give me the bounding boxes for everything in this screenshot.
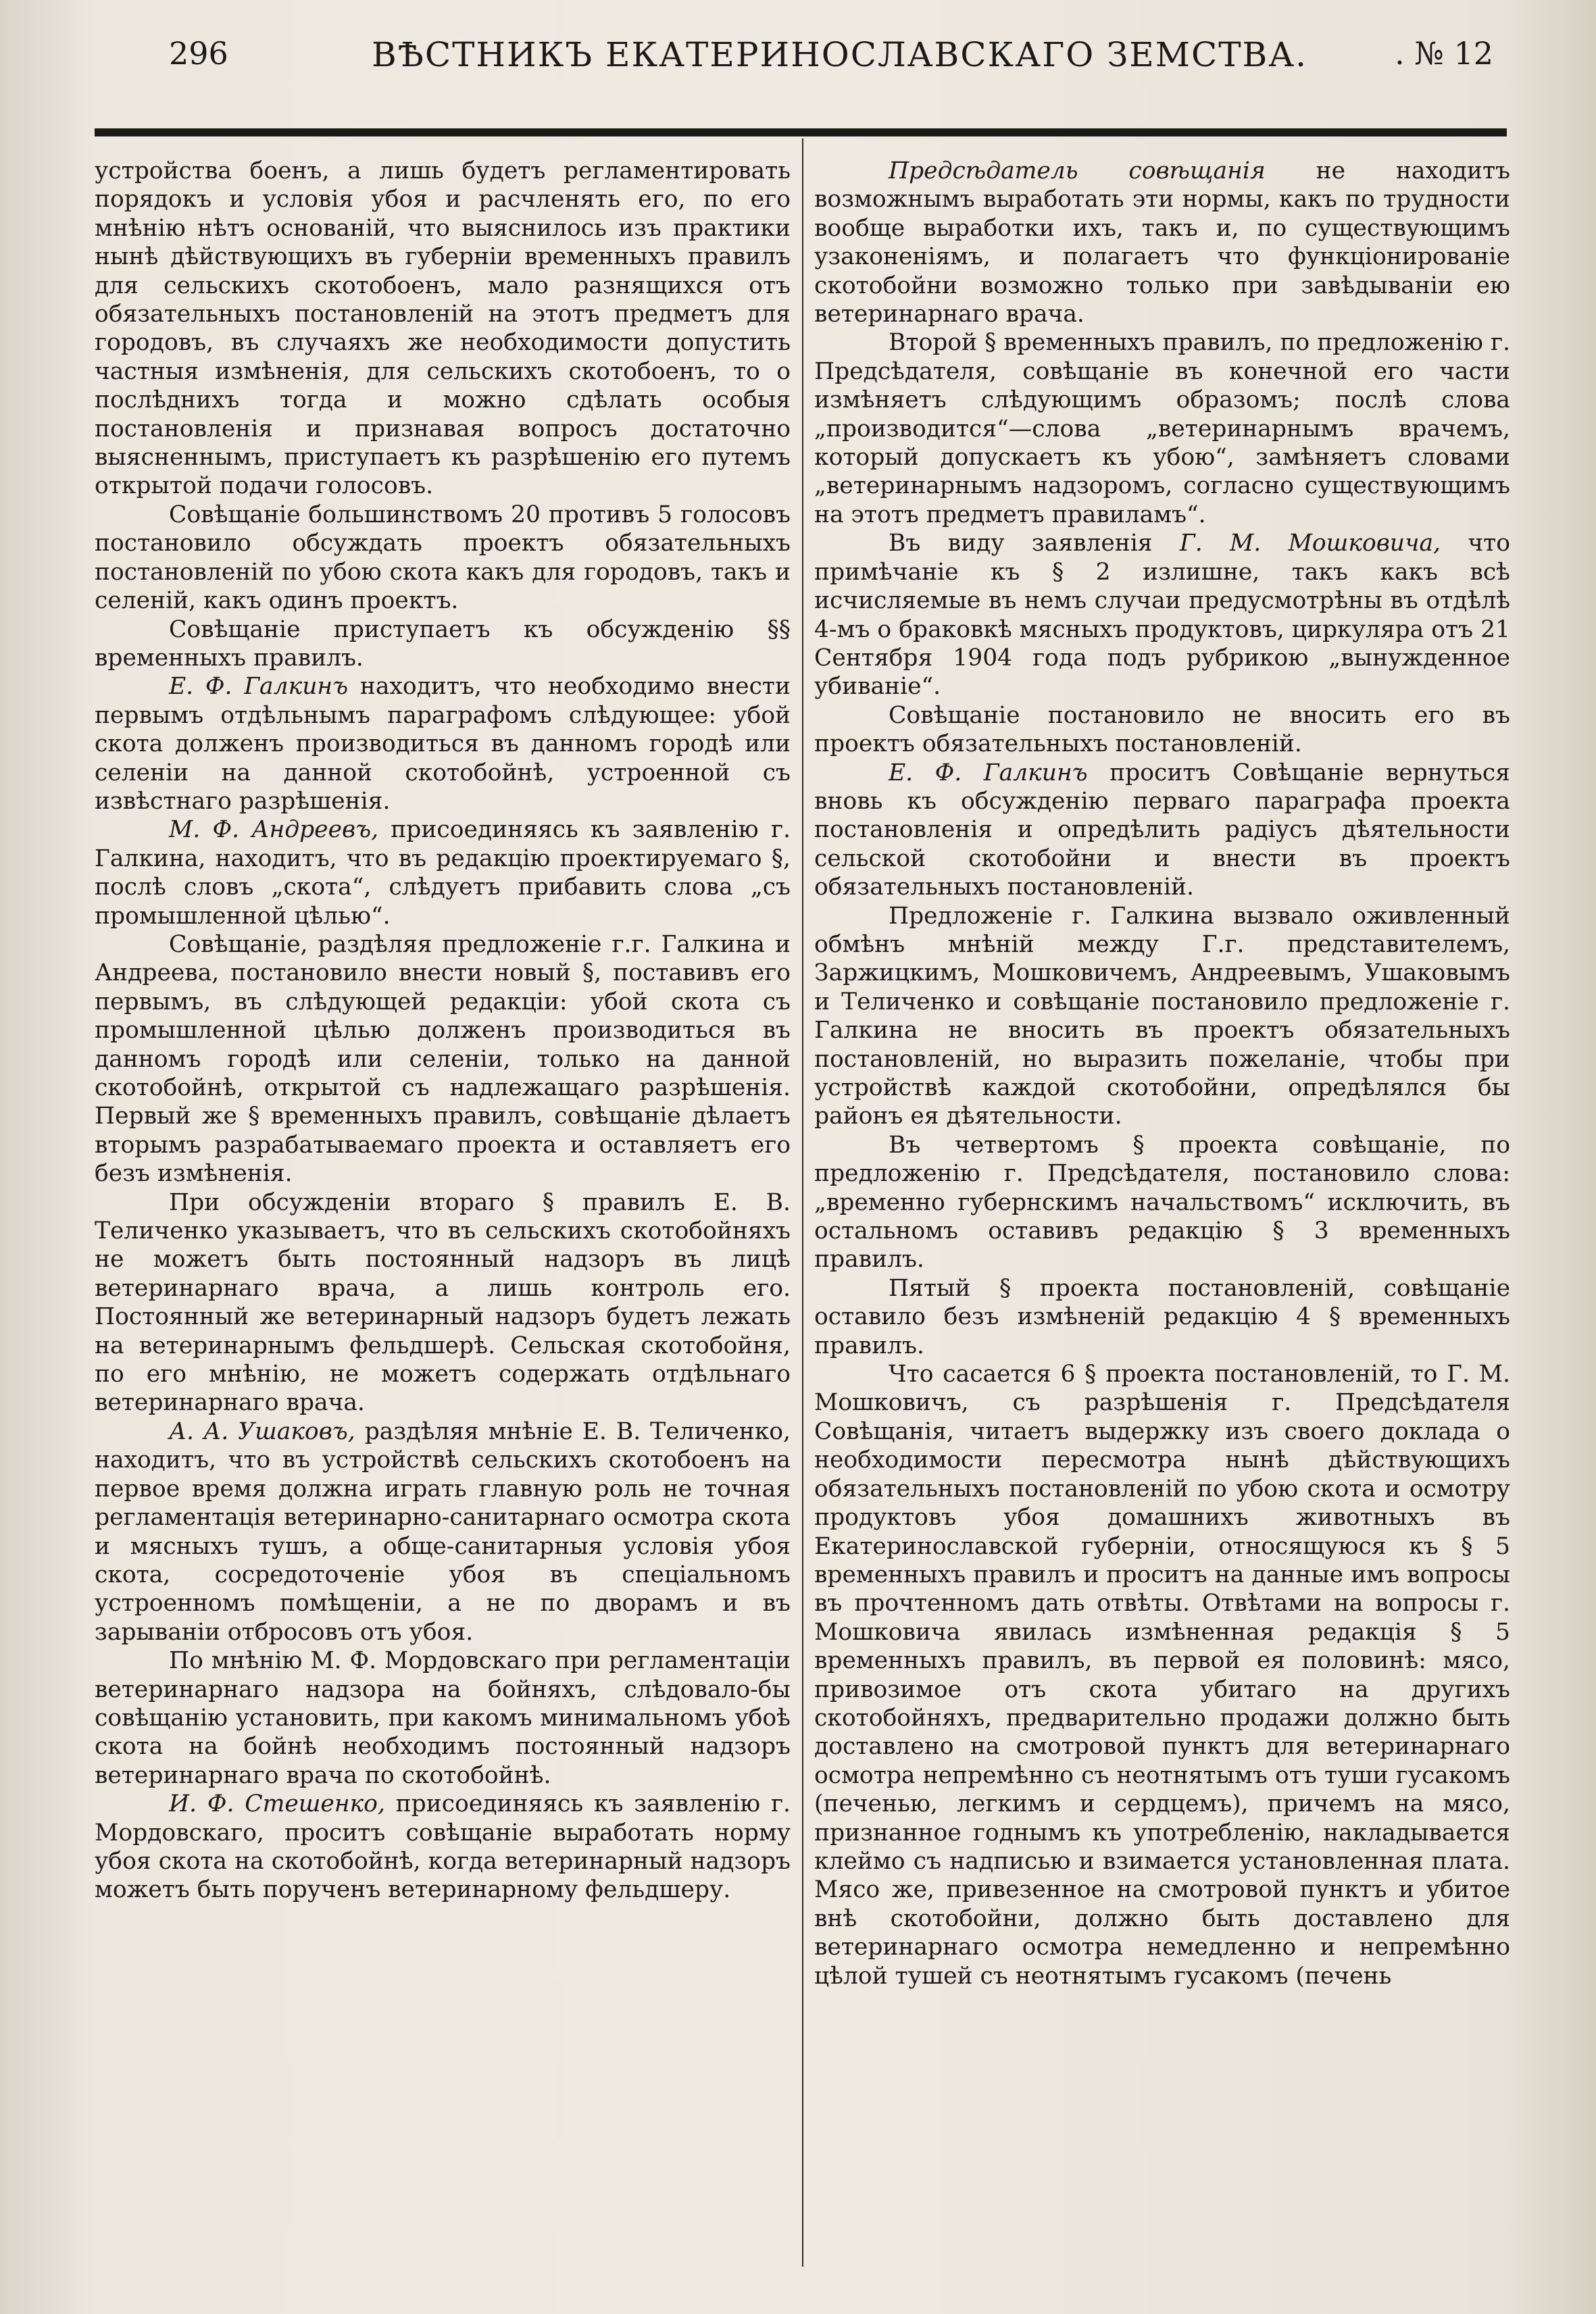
column-divider: [802, 139, 803, 2267]
paragraph: устройства боенъ, а лишь будетъ регламентировать порядокъ и условія убоя и расчленять его, по его мнѣнію нѣтъ основаній, что выяснилось изъ практики нынѣ дѣйствующихъ въ губерніи временныхъ правилъ для сельскихъ скотобоенъ, мало разнящихся отъ обязательныхъ постановленій на этотъ предметъ для городовъ, въ случаяхъ же необходимости допустить частныя измѣненія, для сельскихъ скотобоенъ, то о послѣднихъ тогда и можно сдѣлать особыя постановленія и признавая вопросъ достаточно выясненнымъ, приступаетъ къ разрѣшенію его путемъ открытой подачи голосовъ.: [95, 157, 791, 500]
speaker-name: Предсѣдатель совѣщанія: [889, 157, 1266, 184]
left-column: [95, 157, 791, 2278]
right-column: [814, 157, 1510, 2278]
page-number: 296: [169, 35, 228, 72]
paragraph: Что сасается 6 § проекта постановленій, то Г. М. Мошковичъ, съ разрѣшенія г. Предсѣдателя Совѣщанія, читаетъ выдержку изъ своего доклада о необходимости пересмотра нынѣ дѣйствующихъ обязательныхъ постановленій по убою скота и осмотру продуктовъ убоя домашнихъ животныхъ въ Екатеринославской губерніи, относящуюся къ § 5 временныхъ правилъ и проситъ на данные имъ вопросы въ прочтенномъ дать отвѣты. Отвѣтами на вопросы г. Мошковича явилась измѣненная редакція § 5 временныхъ правилъ, въ первой ея половинѣ: мясо, привозимое отъ скота убитаго на другихъ скотобойняхъ, предварительно продажи должно быть доставлено на смотровой пунктъ для ветеринарнаго осмотра непремѣнно съ неотнятымъ отъ туши гусакомъ (печенью, легкимъ и сердцемъ), причемъ на мясо, признанное годнымъ къ употребленію, накладывается клеймо съ надписью и взимается установленная плата. Мясо же, привезенное на смотровой пунктъ и убитое внѣ скотобойни, должно быть доставлено для ветеринарнаго осмотра немедленно и непремѣнно цѣлой тушей съ неотнятымъ гусакомъ (печень: [814, 1361, 1510, 1990]
speaker-name: Е. Ф. Галкинъ: [169, 673, 349, 701]
paragraph: По мнѣнію М. Ф. Мордовскаго при регламентаціи ветеринарнаго надзора на бойняхъ, слѣдовало-бы совѣщанію установить, при какомъ минимальномъ убоѣ скота на бойнѣ необходимъ постоянный надзоръ ветеринарнаго врача по скотобойнѣ.: [95, 1647, 791, 1789]
paragraph: Совѣщаніе большинствомъ 20 противъ 5 голосовъ постановило обсуждать проектъ обязательныхъ постановленій по убою скота какъ для городовъ, такъ и селеній, какъ одинъ проектъ.: [95, 501, 791, 615]
paragraph: Предложеніе г. Галкина вызвало оживленный обмѣнъ мнѣній между Г.г. представителемъ, Заржицкимъ, Мошковичемъ, Андреевымъ, Ушаковымъ и Теличенко и совѣщаніе постановило предложеніе г. Галкина не вносить въ проектъ обязательныхъ постановленій, но выразить пожеланіе, чтобы при устройствѣ каждой скотобойни, опредѣлялся бы районъ ея дѣятельности.: [814, 902, 1510, 1130]
speaker-name: И. Ф. Стешенко,: [169, 1790, 385, 1818]
paragraph: М. Ф. Андреевъ, присоединяясь къ заявленію г. Галкина, находитъ, что въ редакцію проектируемаго §, послѣ словъ „скота“, слѣдуетъ прибавить слова „съ промышленной цѣлью“.: [95, 816, 791, 930]
paragraph: Второй § временныхъ правилъ, по предложенію г. Предсѣдателя, совѣщаніе въ конечной его части измѣняетъ слѣдующимъ образомъ; послѣ слова „производится“—слова „ветеринарнымъ врачемъ, который допускаетъ къ убою“, замѣняетъ словами „ветеринарнымъ надзоромъ, согласно существующимъ на этотъ предметъ правиламъ“.: [814, 329, 1510, 528]
speaker-name: Е. Ф. Галкинъ: [889, 759, 1088, 786]
paragraph: Е. Ф. Галкинъ находитъ, что необходимо внести первымъ отдѣльнымъ параграфомъ слѣдующее: убой скота долженъ производиться въ данномъ городѣ или селеніи на данной скотобойнѣ, устроенной съ извѣстнаго разрѣшенія.: [95, 673, 791, 815]
page-header: [88, 27, 1507, 95]
issue-number: . № 12: [1395, 35, 1493, 72]
speaker-name: Г. М. Мошковича,: [1179, 530, 1441, 557]
paragraph: Е. Ф. Галкинъ проситъ Совѣщаніе вернуться вновь къ обсужденію перваго параграфа проекта постановленія и опредѣлить радіусъ дѣятельности сельской скотобойни и внести въ проектъ обязательныхъ постановленій.: [814, 759, 1510, 901]
paragraph: Въ четвертомъ § проекта совѣщаніе, по предложенію г. Предсѣдателя, постановило слова: „временно губернскимъ начальствомъ“ исключить, въ остальномъ оставивъ редакцію § 3 временныхъ правилъ.: [814, 1131, 1510, 1274]
paragraph: А. А. Ушаковъ, раздѣляя мнѣніе Е. В. Теличенко, находитъ, что въ устройствѣ сельскихъ скотобоенъ на первое время должна играть главную роль не точная регламентація ветеринарно-санитарнаго осмотра скота и мясныхъ тушъ, а обще-санитарныя условія убоя скота, сосредоточеніе убоя въ спеціальномъ устроенномъ помѣщеніи, а не по дворамъ и въ зарываніи отбросовъ отъ убоя.: [95, 1417, 791, 1646]
paragraph: Пятый § проекта постановленій, совѣщаніе оставило безъ измѣненій редакцію 4 § временныхъ правилъ.: [814, 1274, 1510, 1359]
paragraph: Совѣщаніе приступаетъ къ обсужденію §§ временныхъ правилъ.: [95, 615, 791, 672]
paragraph: Въ виду заявленія Г. М. Мошковича, что примѣчаніе къ § 2 излишне, такъ какъ всѣ исчисляемые въ немъ случаи предусмотрѣны въ отдѣлѣ 4-мъ о браковкѣ мясныхъ продуктовъ, циркуляра отъ 21 Сентября 1904 года подъ рубрикою „вынужденное убиваніе“.: [814, 530, 1510, 701]
speaker-name: А. А. Ушаковъ,: [169, 1417, 355, 1445]
speaker-name: М. Ф. Андреевъ,: [169, 816, 379, 844]
journal-title: ВѢСТНИКЪ ЕКАТЕРИНОСЛАВСКАГО ЗЕМСТВА.: [372, 35, 1308, 74]
paragraph: Совѣщаніе постановило не вносить его въ проектъ обязательныхъ постановленій.: [814, 701, 1510, 758]
paragraph: И. Ф. Стешенко, присоединяясь къ заявленію г. Мордовскаго, проситъ совѣщаніе выработать норму убоя скота на скотобойнѣ, когда ветеринарный надзоръ можетъ быть порученъ ветеринарному фельдшеру.: [95, 1790, 791, 1904]
paragraph: Предсѣдатель совѣщанія не находитъ возможнымъ выработать эти нормы, какъ по трудности вообще выработки ихъ, такъ и, по существующимъ узаконеніямъ, и полагаетъ что функціонированіе скотобойни возможно только при завѣдываніи ею ветеринарнаго врача.: [814, 157, 1510, 328]
paragraph: При обсужденіи втораго § правилъ Е. В. Теличенко указываетъ, что въ сельскихъ скотобойняхъ не можетъ быть постоянный надзоръ въ лицѣ ветеринарнаго врача, а лишь контроль его. Постоянный же ветеринарный надзоръ будетъ лежать на ветеринарнымъ фельдшерѣ. Сельская скотобойня, по его мнѣнію, не можетъ содержать отдѣльнаго ветеринарнаго врача.: [95, 1188, 791, 1417]
header-rule: [95, 128, 1507, 136]
paragraph: Совѣщаніе, раздѣляя предложеніе г.г. Галкина и Андреева, постановило внести новый §, поставивъ его первымъ, въ слѣдующей редакціи: убой скота съ промышленной цѣлью долженъ производиться въ данномъ городѣ или селеніи, только на данной скотобойнѣ, открытой съ надлежащаго разрѣшенія. Первый же § временныхъ правилъ, совѣщаніе дѣлаетъ вторымъ разрабатываемаго проекта и оставляетъ его безъ измѣненія.: [95, 930, 791, 1188]
